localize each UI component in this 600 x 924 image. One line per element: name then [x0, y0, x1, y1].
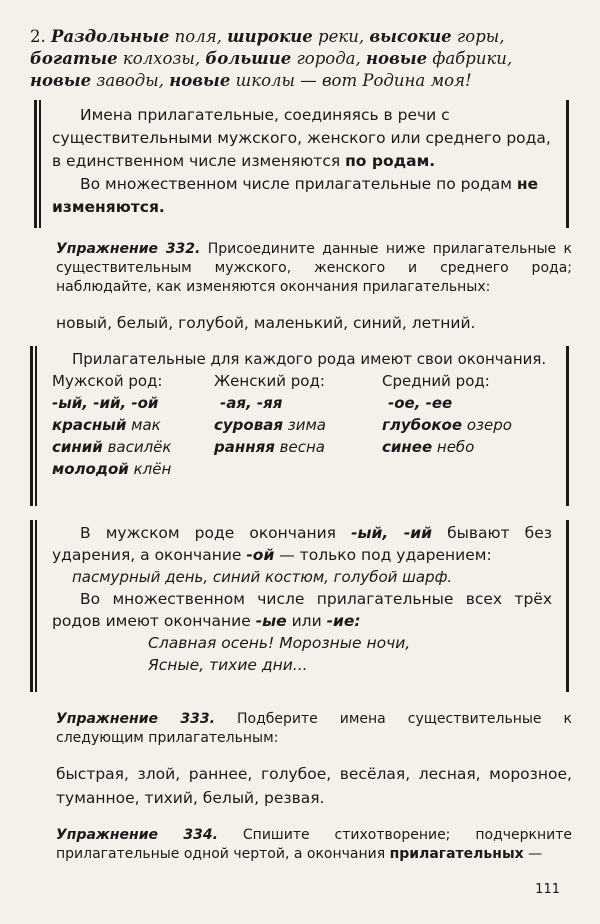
- feminine-column: Женский род: -ая, -яя суровая зима ранняя весна: [214, 372, 326, 456]
- rule-bar-left: [30, 346, 33, 506]
- poem-line: Ясные, тихие дни...: [148, 656, 308, 674]
- poem-line: Славная осень! Морозные ночи,: [148, 634, 411, 652]
- rule-stress-endings: В мужском роде окончания -ый, -ий бывают без ударения, а окончание -ой — только под ударением: пасмурный день, синий костюм, голубой шарф. Во множественном числе прилагательные всех трёх родов имеют окончание -ые или -ие: Славная осень! Морозные ночи, Ясные, тихие дни...: [52, 524, 552, 674]
- rule-bar-right: [566, 100, 569, 228]
- rule-bar-right: [566, 520, 569, 692]
- rule-bar-left: [39, 100, 41, 228]
- table-intro: Прилагательные для каждого рода имеют свои окончания.: [72, 350, 547, 368]
- rule-bar-left: [35, 346, 37, 506]
- rule-bar-left: [34, 100, 37, 228]
- exercise-334: Упражнение 334. Спишите стихотворение; подчеркните прилагательные одной чертой, а окончания прилагательных —: [56, 827, 572, 862]
- item-2: 2. Раздольные поля, широкие реки, высокие горы, богатые колхозы, большие города, новые фабрики, новые заводы, новые школы — вот Родина моя!: [30, 27, 513, 90]
- exercise-332: Упражнение 332. Присоедините данные ниже прилагательные к существительным мужского, женского и среднего рода; наблюдайте, как изменяются окончания прилагательных:: [56, 241, 572, 295]
- rule-bar-left: [30, 520, 33, 692]
- exercise-title: Упражнение 333.: [56, 711, 215, 727]
- exercise-332-words: новый, белый, голубой, маленький, синий, летний.: [56, 314, 476, 332]
- exercise-333-words: быстрая, злой, раннее, голубое, весёлая, лесная, морозное, туманное, тихий, белый, резвая.: [56, 765, 572, 807]
- item-number: 2.: [30, 27, 46, 46]
- endings-table: [52, 348, 552, 480]
- rule-ending-by-gender: Имена прилагательные, соединяясь в речи с существительными мужского, женского или среднего рода, в единственном числе изменяются по родам. Во множественном числе прилагательные по родам не изменяются.: [52, 106, 551, 216]
- rule-example: пасмурный день, синий костюм, голубой шарф.: [72, 568, 453, 586]
- rule-bar-left: [35, 520, 37, 692]
- masculine-column: Мужской род: -ый, -ий, -ой красный мак синий василёк молодой клён: [52, 372, 172, 478]
- exercise-333: Упражнение 333. Подберите имена существительные к следующим прилагательным:: [56, 711, 572, 746]
- rule-bar-right: [566, 346, 569, 506]
- page-number: 111: [535, 882, 560, 897]
- exercise-title: Упражнение 334.: [56, 827, 218, 843]
- neuter-column: Средний род: -ое, -ее глубокое озеро синее небо: [382, 372, 512, 456]
- exercise-title: Упражнение 332.: [56, 241, 201, 257]
